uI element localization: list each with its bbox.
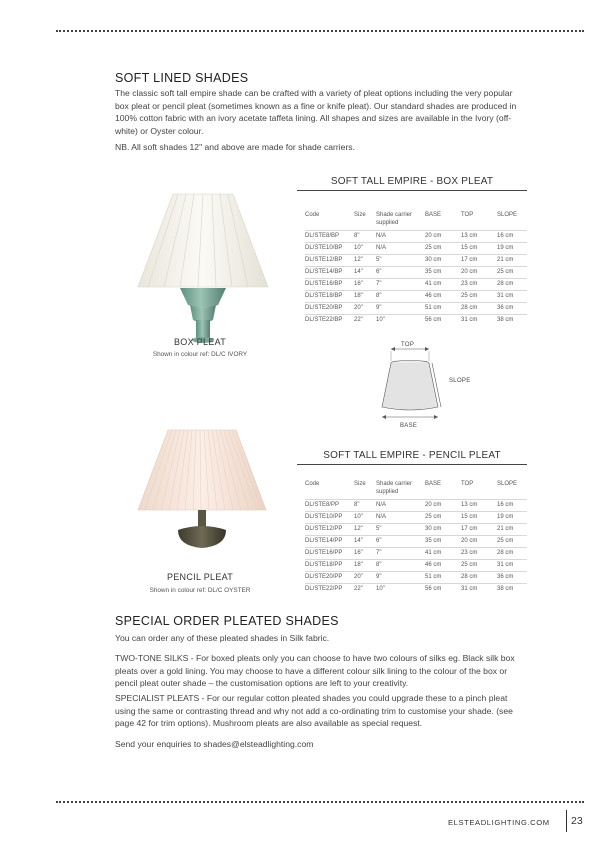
table-cell: DL/STE10/BP	[305, 243, 354, 255]
table-cell: 23 cm	[461, 548, 497, 560]
soft-lined-heading: SOFT LINED SHADES	[115, 71, 249, 85]
table-cell: 17 cm	[461, 524, 497, 536]
column-header: SLOPE	[497, 481, 518, 487]
pencil-pleat-table-body	[305, 500, 527, 596]
box-pleat-colour-ref: Shown in colour ref: DL/C IVORY	[152, 351, 248, 358]
two-tone-silks-paragraph: TWO-TONE SILKS - For boxed pleats only you can choose to have two colours of silks eg. Black silk box pleats over a gold lining. You may choose to have a different colour silk lining to the colour of the box or pencil pleat outer shade – the customisation options are left to your creativity.	[115, 653, 515, 689]
pencil-pleat-lamp-image	[118, 420, 288, 570]
table-cell: 10"	[376, 315, 425, 327]
table-cell: 30 cm	[425, 255, 461, 267]
enquiries-line: Send your enquiries to shades@elsteadlighting.com	[115, 739, 314, 749]
table-cell: 20 cm	[461, 267, 497, 279]
table-cell: 28 cm	[461, 572, 497, 584]
column-header: TOP	[461, 212, 474, 218]
box-pleat-spec-table	[305, 209, 527, 326]
column-header: Size	[354, 481, 366, 487]
table-cell: 9"	[376, 572, 425, 584]
footer-website[interactable]: ELSTEADLIGHTING.COM	[448, 818, 550, 827]
table-cell: 25 cm	[497, 536, 527, 548]
table-cell: DL/STE22/PP	[305, 584, 354, 596]
box-pleat-table-body	[305, 231, 527, 327]
table-cell: 8"	[354, 500, 376, 512]
box-pleat-table-title: SOFT TALL EMPIRE - BOX PLEAT	[297, 176, 527, 191]
table-cell: N/A	[376, 512, 425, 524]
table-cell: 51 cm	[425, 303, 461, 315]
table-cell: 38 cm	[497, 315, 527, 327]
table-cell: 16"	[354, 548, 376, 560]
silk-fabric-line: You can order any of these pleated shades in Silk fabric.	[115, 633, 330, 643]
table-cell: DL/STE22/BP	[305, 315, 354, 327]
shade-carrier-note: NB. All soft shades 12" and above are made for shade carriers.	[115, 142, 355, 152]
table-cell: 23 cm	[461, 279, 497, 291]
table-cell: 19 cm	[497, 243, 527, 255]
table-cell: 8"	[354, 231, 376, 243]
table-cell: 16 cm	[497, 231, 527, 243]
top-dotted-rule	[56, 30, 584, 32]
table-cell: N/A	[376, 500, 425, 512]
table-cell: 19 cm	[497, 512, 527, 524]
table-cell: 10"	[354, 512, 376, 524]
table-cell: 36 cm	[497, 303, 527, 315]
table-cell: DL/STE18/BP	[305, 291, 354, 303]
table-row	[305, 315, 527, 327]
table-cell: 7"	[376, 548, 425, 560]
table-row	[305, 500, 527, 512]
table-cell: 17 cm	[461, 255, 497, 267]
table-cell: 31 cm	[497, 291, 527, 303]
table-cell: N/A	[376, 231, 425, 243]
table-cell: DL/STE12/PP	[305, 524, 354, 536]
table-cell: 20 cm	[461, 536, 497, 548]
table-row	[305, 291, 527, 303]
column-header: BASE	[425, 212, 442, 218]
table-row	[305, 560, 527, 572]
table-cell: 12"	[354, 524, 376, 536]
table-cell: 28 cm	[497, 548, 527, 560]
table-row	[305, 279, 527, 291]
table-cell: 14"	[354, 267, 376, 279]
table-row	[305, 572, 527, 584]
table-cell: 18"	[354, 560, 376, 572]
column-header: BASE	[425, 481, 442, 487]
table-cell: DL/STE8/PP	[305, 500, 354, 512]
shade-dimension-diagram	[372, 339, 482, 434]
table-cell: 20"	[354, 572, 376, 584]
table-cell: 16 cm	[497, 500, 527, 512]
table-cell: 12"	[354, 255, 376, 267]
table-cell: 25 cm	[425, 243, 461, 255]
table-cell: 15 cm	[461, 512, 497, 524]
table-cell: DL/STE8/BP	[305, 231, 354, 243]
table-row	[305, 303, 527, 315]
pencil-pleat-colour-ref: Shown in colour ref: DL/C OYSTER	[149, 587, 251, 594]
column-header: Size	[354, 212, 366, 218]
table-cell: 10"	[376, 584, 425, 596]
footer-divider	[566, 810, 567, 832]
table-cell: DL/STE10/PP	[305, 512, 354, 524]
table-cell: 25 cm	[461, 291, 497, 303]
table-cell: 8"	[376, 560, 425, 572]
table-cell: 31 cm	[461, 584, 497, 596]
box-pleat-lamp-image	[118, 180, 288, 345]
table-cell: 20 cm	[425, 500, 461, 512]
table-row	[305, 536, 527, 548]
column-header: Code	[305, 481, 320, 487]
table-row	[305, 584, 527, 596]
table-cell: 14"	[354, 536, 376, 548]
table-cell: 5"	[376, 255, 425, 267]
box-pleat-caption: BOX PLEAT	[173, 337, 227, 347]
table-header-row	[305, 209, 527, 231]
table-cell: 36 cm	[497, 572, 527, 584]
diagram-base-label: BASE	[400, 423, 418, 429]
table-cell: 5"	[376, 524, 425, 536]
table-cell: DL/STE20/BP	[305, 303, 354, 315]
table-cell: 28 cm	[461, 303, 497, 315]
table-header-row	[305, 478, 527, 500]
table-row	[305, 231, 527, 243]
table-cell: 51 cm	[425, 572, 461, 584]
pencil-pleat-table-title: SOFT TALL EMPIRE - PENCIL PLEAT	[297, 450, 527, 465]
table-row	[305, 524, 527, 536]
table-cell: 31 cm	[497, 560, 527, 572]
table-cell: 35 cm	[425, 267, 461, 279]
table-cell: N/A	[376, 243, 425, 255]
table-cell: 9"	[376, 303, 425, 315]
table-cell: 7"	[376, 279, 425, 291]
table-cell: 20"	[354, 303, 376, 315]
table-cell: 6"	[376, 267, 425, 279]
table-cell: 46 cm	[425, 291, 461, 303]
table-cell: DL/STE18/PP	[305, 560, 354, 572]
page-number: 23	[571, 815, 583, 827]
table-cell: 21 cm	[497, 524, 527, 536]
table-cell: 18"	[354, 291, 376, 303]
table-cell: 22"	[354, 315, 376, 327]
table-cell: DL/STE14/BP	[305, 267, 354, 279]
table-cell: 8"	[376, 291, 425, 303]
table-cell: 10"	[354, 243, 376, 255]
table-row	[305, 255, 527, 267]
table-cell: 30 cm	[425, 524, 461, 536]
table-cell: 56 cm	[425, 315, 461, 327]
table-cell: DL/STE20/PP	[305, 572, 354, 584]
column-header: Shade carrier supplied	[376, 481, 413, 495]
table-cell: 21 cm	[497, 255, 527, 267]
table-cell: 41 cm	[425, 279, 461, 291]
column-header: TOP	[461, 481, 474, 487]
table-cell: 41 cm	[425, 548, 461, 560]
table-cell: 31 cm	[461, 315, 497, 327]
table-cell: 28 cm	[497, 279, 527, 291]
table-cell: 25 cm	[497, 267, 527, 279]
table-cell: 56 cm	[425, 584, 461, 596]
column-header: Code	[305, 212, 320, 218]
column-header: SLOPE	[497, 212, 518, 218]
table-cell: DL/STE14/PP	[305, 536, 354, 548]
table-cell: 15 cm	[461, 243, 497, 255]
table-cell: DL/STE16/PP	[305, 548, 354, 560]
table-row	[305, 267, 527, 279]
intro-paragraph: The classic soft tall empire shade can be crafted with a variety of pleat options including the very popular box pleat or pencil pleat (sometimes known as a fine or knife pleat). Our standard shades are produced in 100% cotton fabric with an ivory acetate taffeta lining. All shapes and sizes are available in the Ivory (off-white) or Oyster colour.	[115, 88, 517, 136]
bottom-dotted-rule	[56, 801, 584, 803]
column-header: Shade carrier supplied	[376, 212, 413, 226]
pencil-pleat-caption: PENCIL PLEAT	[166, 572, 234, 582]
table-cell: 46 cm	[425, 560, 461, 572]
table-cell: 22"	[354, 584, 376, 596]
table-cell: 38 cm	[497, 584, 527, 596]
table-row	[305, 243, 527, 255]
table-cell: DL/STE16/BP	[305, 279, 354, 291]
diagram-slope-label: SLOPE	[449, 378, 471, 384]
table-cell: 6"	[376, 536, 425, 548]
table-cell: 20 cm	[425, 231, 461, 243]
diagram-top-label: TOP	[401, 342, 415, 348]
table-row	[305, 548, 527, 560]
pencil-pleat-spec-table	[305, 478, 527, 595]
specialist-pleats-paragraph: SPECIALIST PLEATS - For our regular cotton pleated shades you could upgrade these to a pinch pleat using the same or contrasting thread and why not add a co-ordinating trim to customise your shade. (see page 42 for trim options). Mushroom pleats are also available as special request.	[115, 693, 513, 729]
table-cell: 25 cm	[425, 512, 461, 524]
table-cell: 35 cm	[425, 536, 461, 548]
table-cell: 16"	[354, 279, 376, 291]
special-order-heading: SPECIAL ORDER PLEATED SHADES	[115, 614, 339, 628]
table-cell: 13 cm	[461, 231, 497, 243]
table-cell: 25 cm	[461, 560, 497, 572]
table-cell: 13 cm	[461, 500, 497, 512]
table-cell: DL/STE12/BP	[305, 255, 354, 267]
table-row	[305, 512, 527, 524]
